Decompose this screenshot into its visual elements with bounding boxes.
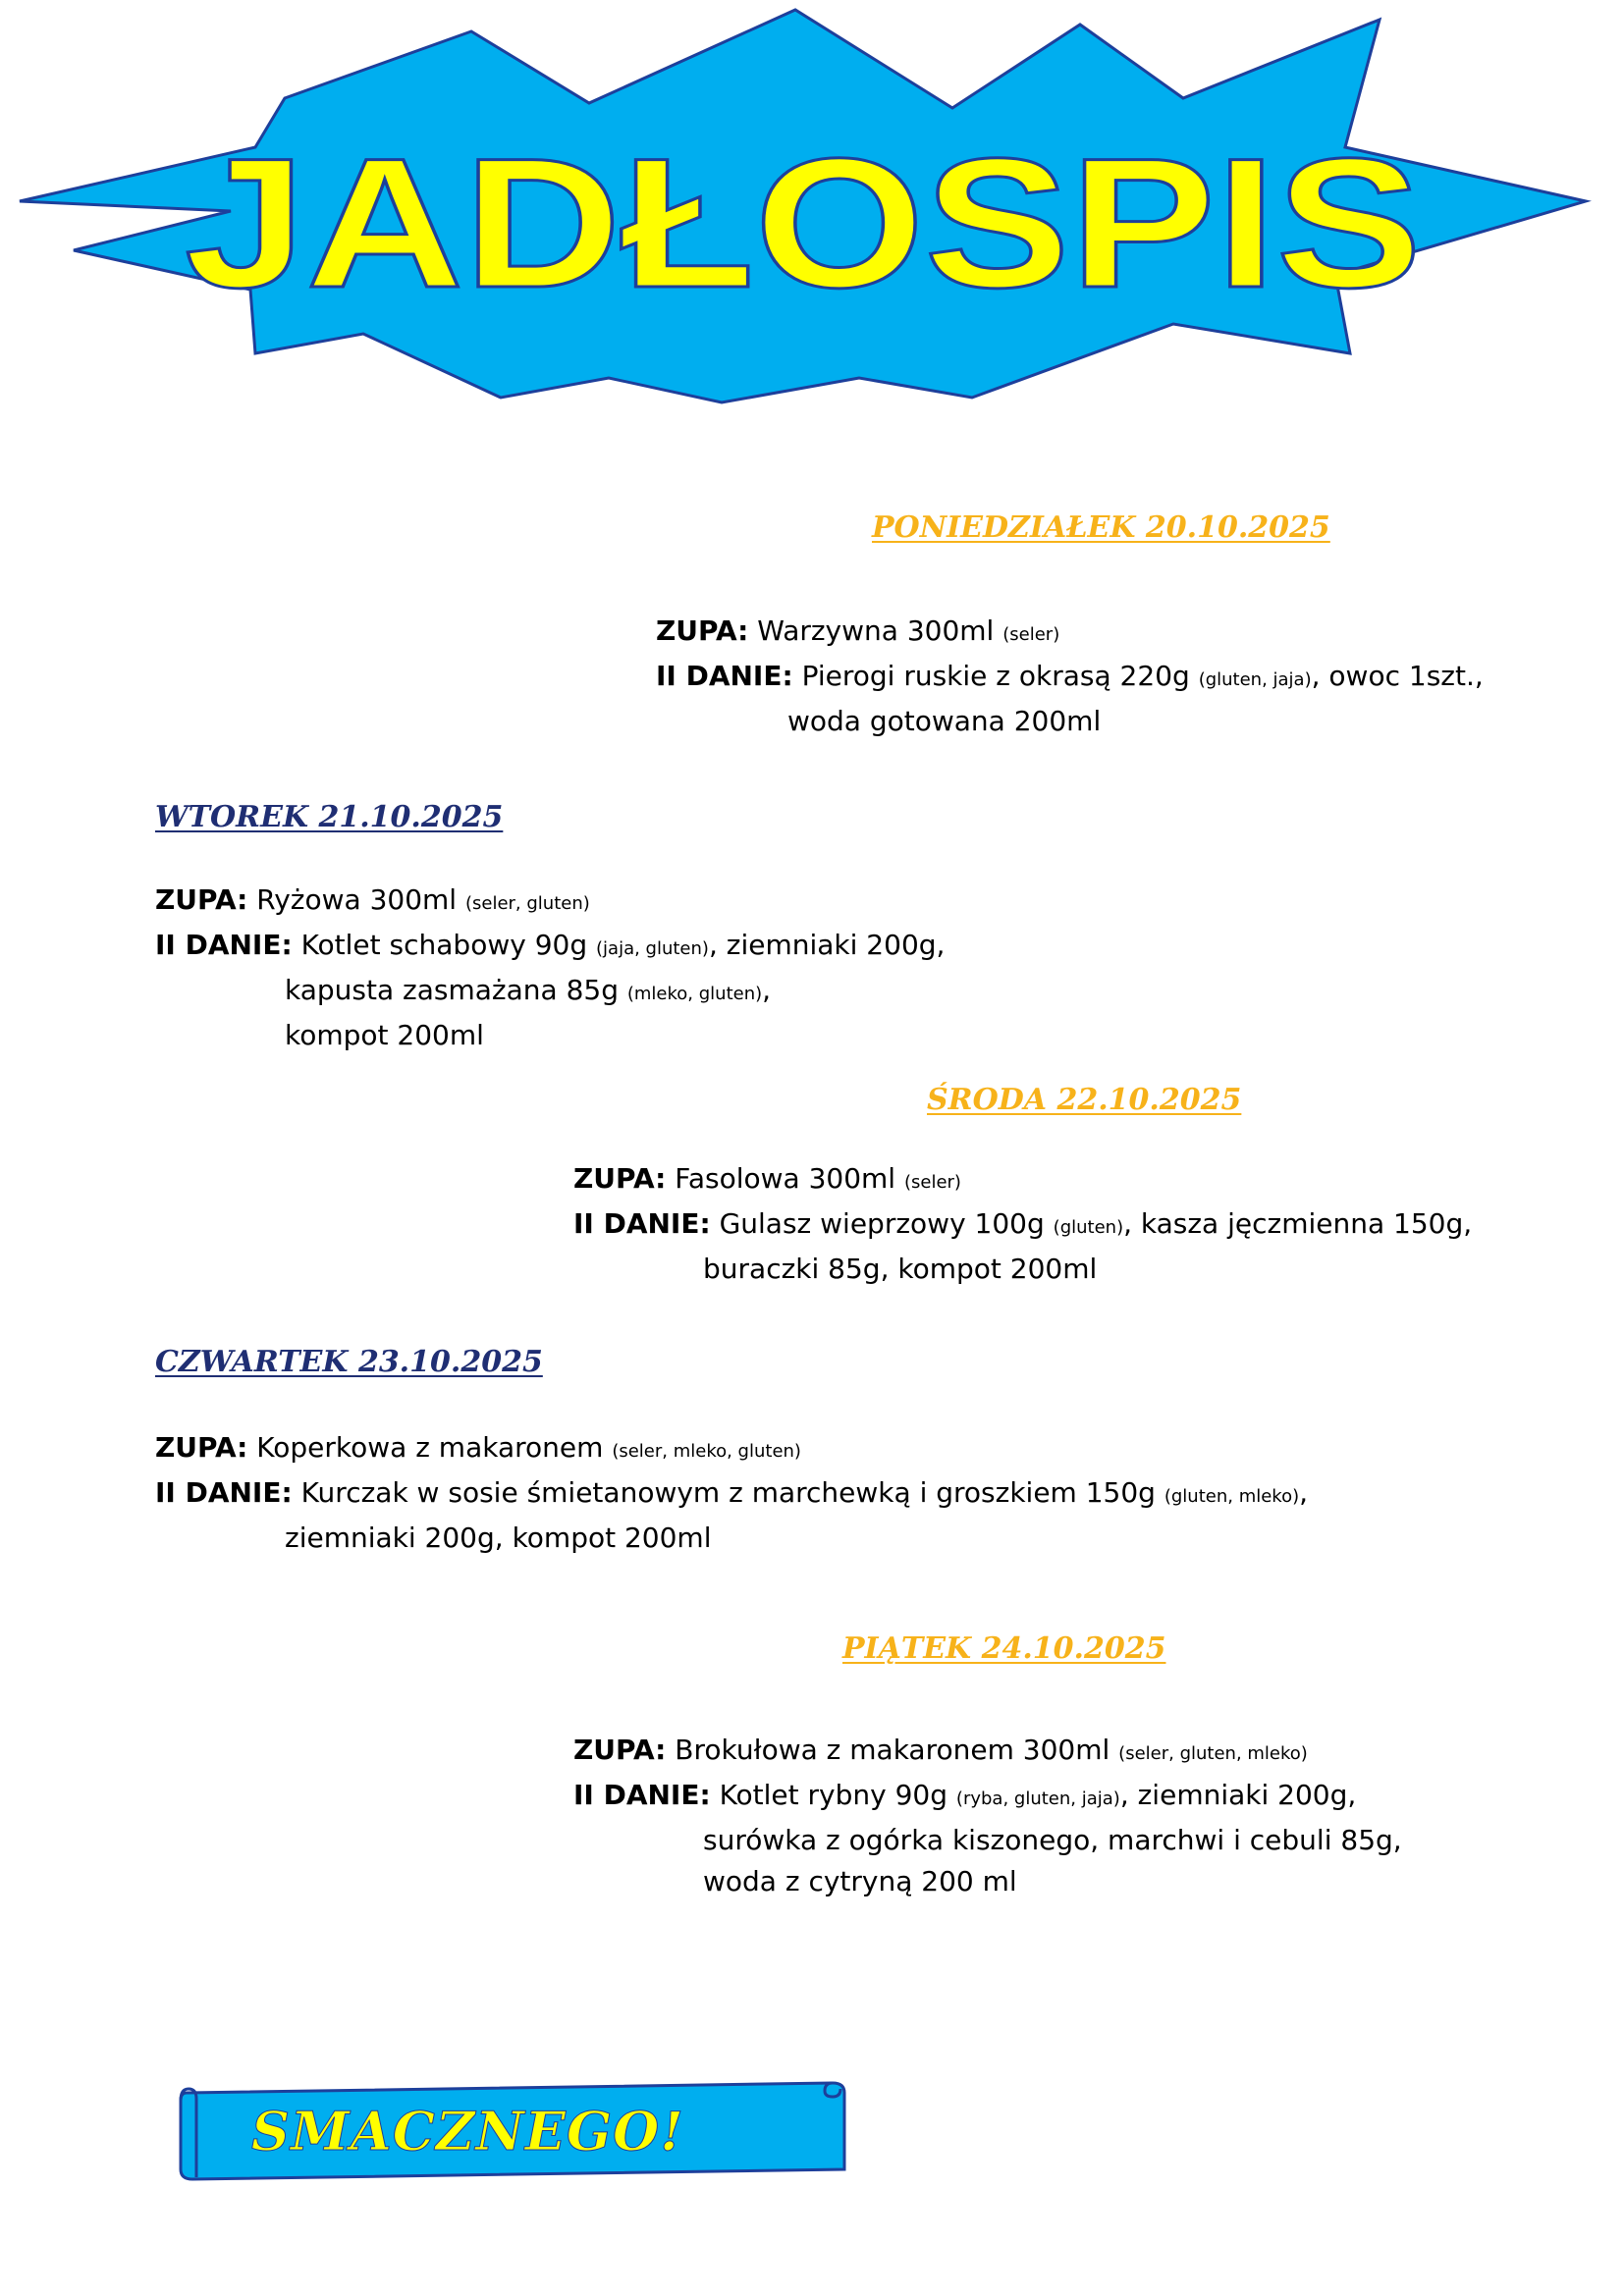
- main-line-3: woda z cytryną 200 ml: [703, 1865, 1017, 1897]
- main-line-2: woda gotowana 200ml: [787, 705, 1102, 737]
- main-line: [155, 925, 945, 970]
- main-dish-continued: , owoc 1szt.,: [1311, 660, 1484, 692]
- main-line: [656, 656, 1484, 701]
- main-allergens: (gluten): [1053, 1217, 1124, 1238]
- header-starburst: [0, 0, 1624, 432]
- day-heading-wednesday: ŚRODA 22.10.2025: [927, 1083, 1242, 1117]
- main-line-2-allergens: (mleko, gluten): [626, 984, 763, 1004]
- soup-dish: Warzywna 300ml: [757, 614, 995, 647]
- main-dish-continued: ,: [1299, 1476, 1309, 1509]
- main-label: II DANIE:: [656, 660, 793, 692]
- main-dish-continued: , ziemniaki 200g,: [1119, 1779, 1357, 1811]
- main-line: [573, 1775, 1402, 1820]
- soup-dish: Koperkowa z makaronem: [256, 1431, 604, 1464]
- main-dish: Pierogi ruskie z okrasą 220g: [801, 660, 1190, 692]
- main-line: [155, 1472, 1308, 1518]
- day-heading-tuesday: WTOREK 21.10.2025: [155, 800, 504, 834]
- main-allergens: (gluten, mleko): [1164, 1486, 1300, 1507]
- main-dish: Kotlet schabowy 90g: [300, 929, 588, 961]
- main-line-2: surówka z ogórka kiszonego, marchwi i cebuli 85g,: [703, 1824, 1402, 1856]
- page-title: JADŁOSPIS: [185, 120, 1422, 326]
- main-line-3: kompot 200ml: [285, 1019, 484, 1051]
- soup-allergens: (seler): [903, 1172, 961, 1193]
- soup-label: ZUPA:: [573, 1162, 667, 1195]
- main-dish: Kotlet rybny 90g: [719, 1779, 948, 1811]
- menu-thursday: [155, 1427, 1308, 1559]
- day-heading-friday: PIĄTEK 24.10.2025: [842, 1631, 1166, 1666]
- footer-banner: [173, 2075, 850, 2189]
- soup-allergens: (seler, gluten): [464, 893, 590, 914]
- soup-allergens: (seler, gluten, mleko): [1118, 1743, 1308, 1764]
- soup-line: [573, 1158, 1472, 1203]
- day-heading-thursday: CZWARTEK 23.10.2025: [155, 1345, 543, 1379]
- main-label: II DANIE:: [573, 1779, 711, 1811]
- soup-allergens: (seler, mleko, gluten): [612, 1441, 801, 1462]
- main-allergens: (gluten, jaja): [1198, 669, 1312, 690]
- menu-friday: [573, 1730, 1402, 1902]
- main-line-2-after: ,: [762, 974, 772, 1006]
- soup-dish: Brokułowa z makaronem 300ml: [675, 1734, 1110, 1766]
- soup-line: [656, 611, 1484, 656]
- soup-line: [573, 1730, 1402, 1775]
- soup-dish: Fasolowa 300ml: [675, 1162, 896, 1195]
- main-dish-continued: , kasza jęczmienna 150g,: [1123, 1207, 1473, 1240]
- soup-dish: Ryżowa 300ml: [256, 883, 458, 916]
- soup-label: ZUPA:: [573, 1734, 667, 1766]
- soup-label: ZUPA:: [656, 614, 749, 647]
- main-label: II DANIE:: [155, 929, 293, 961]
- main-line-2: buraczki 85g, kompot 200ml: [703, 1253, 1098, 1285]
- main-line-2-text: kapusta zasmażana 85g: [285, 974, 619, 1006]
- soup-label: ZUPA:: [155, 883, 248, 916]
- main-line: [573, 1203, 1472, 1249]
- soup-line: [155, 880, 945, 925]
- main-dish: Gulasz wieprzowy 100g: [719, 1207, 1045, 1240]
- menu-monday: [656, 611, 1484, 742]
- banner-text: SMACZNEGO!: [251, 2100, 683, 2163]
- main-line-2: ziemniaki 200g, kompot 200ml: [285, 1522, 712, 1554]
- main-label: II DANIE:: [155, 1476, 293, 1509]
- main-line-2: [155, 970, 945, 1015]
- main-dish-continued: , ziemniaki 200g,: [708, 929, 946, 961]
- main-allergens: (ryba, gluten, jaja): [955, 1789, 1120, 1809]
- day-heading-monday: PONIEDZIAŁEK 20.10.2025: [872, 510, 1330, 545]
- soup-label: ZUPA:: [155, 1431, 248, 1464]
- main-allergens: (jaja, gluten): [596, 938, 709, 959]
- menu-wednesday: [573, 1158, 1472, 1290]
- main-label: II DANIE:: [573, 1207, 711, 1240]
- menu-tuesday: [155, 880, 945, 1056]
- soup-allergens: (seler): [1002, 624, 1060, 645]
- main-dish: Kurczak w sosie śmietanowym z marchewką i groszkiem 150g: [300, 1476, 1156, 1509]
- soup-line: [155, 1427, 1308, 1472]
